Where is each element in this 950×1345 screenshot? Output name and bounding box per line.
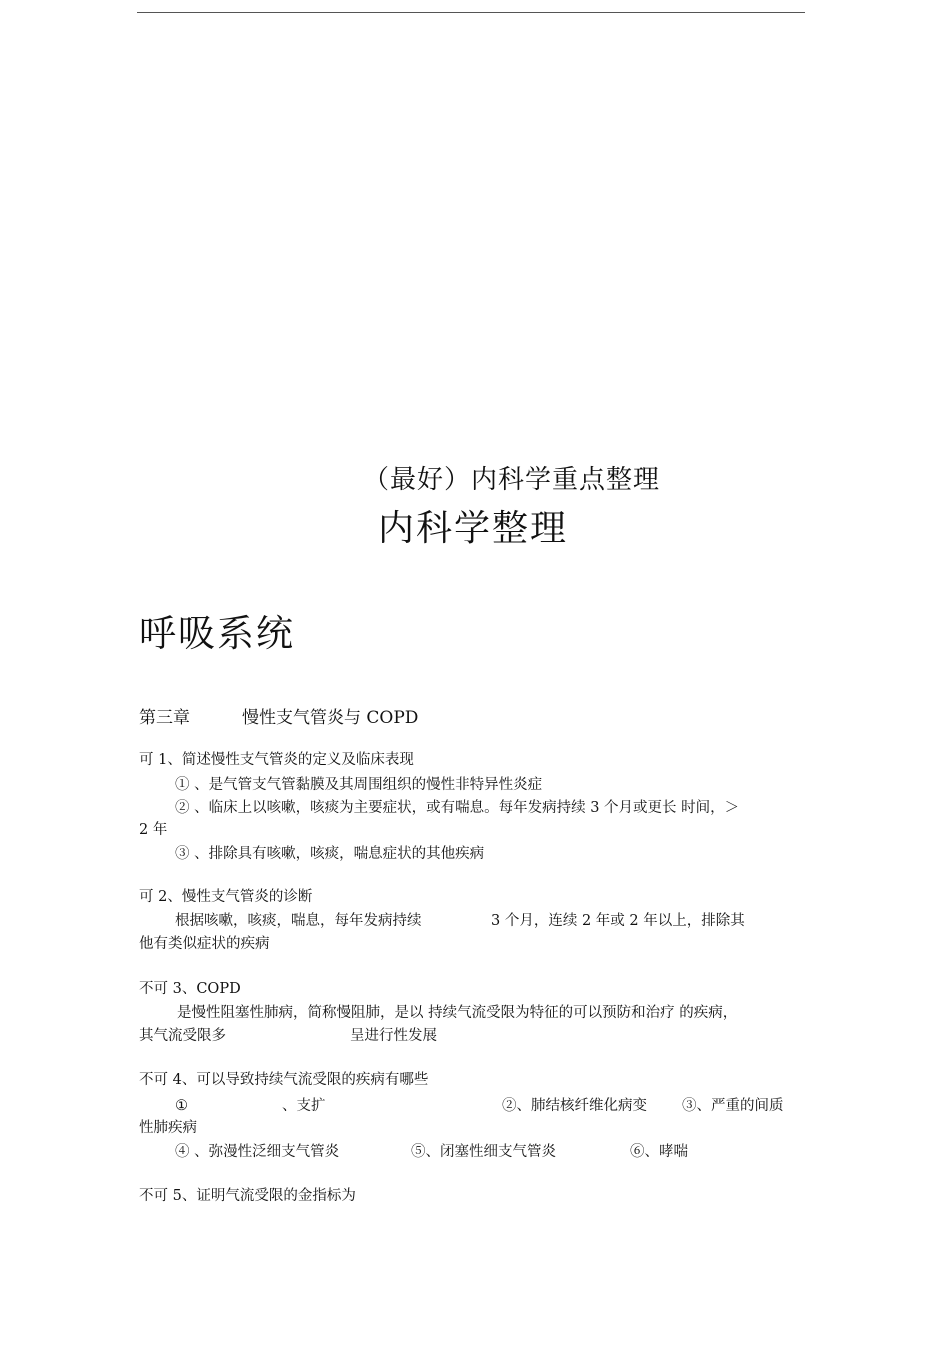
chapter-heading [139, 703, 418, 728]
main-title: 内科学整理 [378, 508, 569, 549]
q1-heading: 可 1、简述慢性支气管炎的定义及临床表现 [139, 752, 414, 768]
q4-heading: 不可 4、可以导致持续气流受限的疾病有哪些 [139, 1072, 429, 1088]
chapter-number: 第三章 [139, 708, 190, 728]
q2-line-1b: 3 个月，连续 2 年或 2 年以上，排除其 [491, 913, 745, 929]
q4-item-2: ②、肺结核纤维化病变 [502, 1098, 647, 1114]
section-title: 呼吸系统 [139, 612, 295, 655]
q1-item-2: ② 、临床上以咳嗽，咳痰为主要症状，或有喘息。每年发病持续 3 个月或更长 时间，＞ [175, 800, 740, 816]
q5-heading: 不可 5、证明气流受限的金指标为 [139, 1188, 356, 1204]
q4-item-3: ③、严重的间质 [682, 1098, 784, 1114]
q3-heading: 不可 3、COPD [139, 981, 241, 997]
q2-heading: 可 2、慢性支气管炎的诊断 [139, 889, 313, 905]
q3-line-2a: 其气流受限多 [139, 1028, 226, 1044]
q4-item-1: ① [175, 1098, 188, 1114]
q4-item-3-cont: 性肺疾病 [139, 1120, 197, 1136]
chapter-name: 慢性支气管炎与 COPD [242, 708, 419, 728]
q4-item-6: ⑥、哮喘 [630, 1144, 688, 1160]
q4-item-4: ④ 、弥漫性泛细支气管炎 [175, 1144, 340, 1160]
q1-item-3: ③ 、排除具有咳嗽，咳痰，喘息症状的其他疾病 [175, 846, 485, 862]
q3-line-1: 是慢性阻塞性肺病，简称慢阻肺，是以 持续气流受限为特征的可以预防和治疗 的疾病， [177, 1005, 738, 1021]
q4-item-1-text: 、支扩 [282, 1098, 326, 1114]
q1-item-1: ① 、是气管支气管黏膜及其周围组织的慢性非特异性炎症 [175, 777, 543, 793]
header-rule [137, 12, 805, 13]
q1-item-2-cont: 2 年 [139, 822, 168, 838]
q2-line-1a: 根据咳嗽，咳痰，喘息，每年发病持续 [175, 913, 422, 929]
q4-item-5: ⑤、闭塞性细支气管炎 [411, 1144, 556, 1160]
q2-line-2: 他有类似症状的疾病 [139, 936, 270, 952]
doc-title: （最好）内科学重点整理 [363, 465, 661, 495]
q3-line-2b: 呈进行性发展 [350, 1028, 437, 1044]
